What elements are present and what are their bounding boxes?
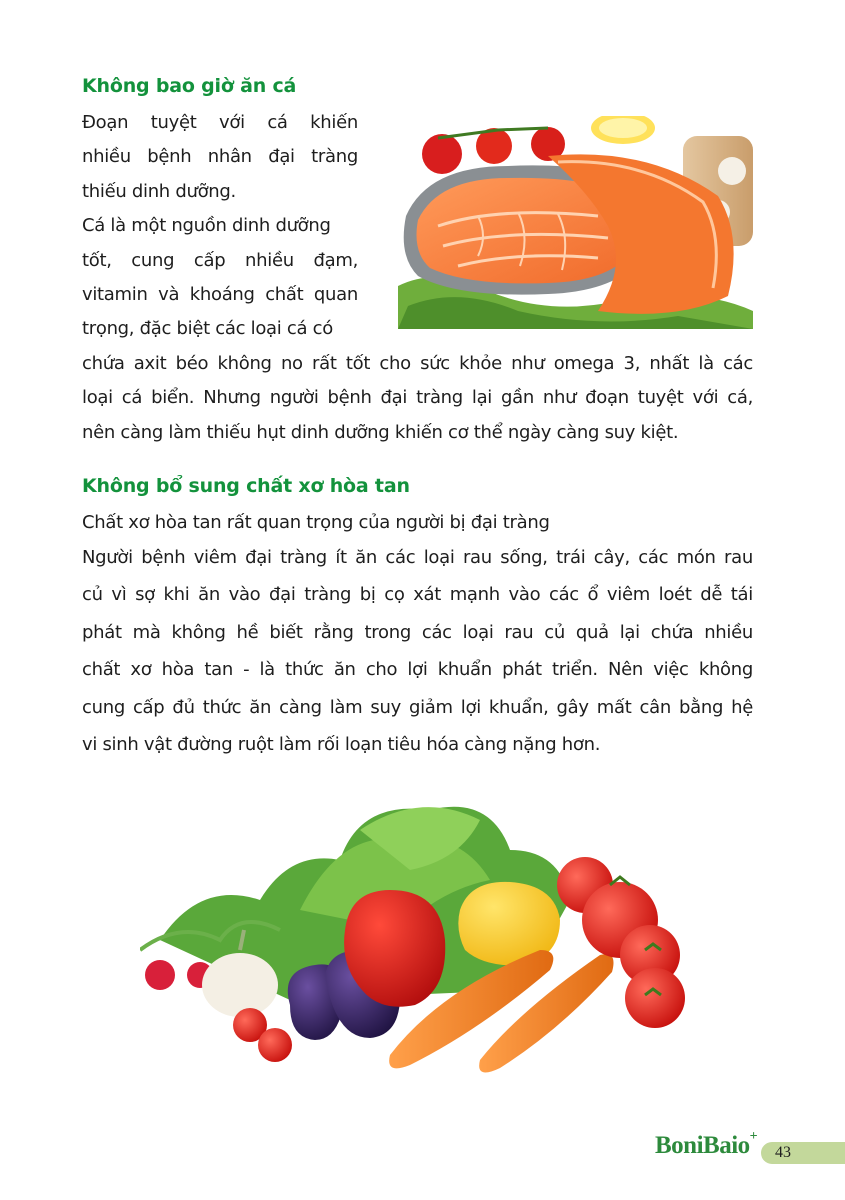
text-line: tốt, cung cấp nhiều đạm, [82,250,358,271]
brand-name: BoniBaio [655,1132,750,1159]
text-line: trọng, đặc biệt các loại cá có [82,318,333,339]
text-line: củ vì sợ khi ăn vào đại tràng bị cọ xát mạnh vào các ổ viêm loét dễ tái [82,584,753,605]
brand-logo [655,1128,758,1160]
text-line: vi sinh vật đường ruột làm rối loạn tiêu hóa càng nặng hơn. [82,734,601,755]
salmon-steak-image [398,116,753,329]
vegetables-image [140,790,700,1080]
text-line: Người bệnh viêm đại tràng ít ăn các loại rau sống, trái cây, các món rau [82,547,753,568]
text-line: vitamin và khoáng chất quan [82,284,358,305]
text-line: thiếu dinh dưỡng. [82,181,236,202]
text-line: Chất xơ hòa tan rất quan trọng của người bị đại tràng [82,512,550,533]
text-line: loại cá biển. Nhưng người bệnh đại tràng lại gần như đoạn tuyệt với cá, [82,387,753,408]
brand-plus: + [749,1128,758,1144]
text-line: nên càng làm thiếu hụt dinh dưỡng khiến cơ thể ngày càng suy kiệt. [82,422,679,443]
section-heading-fish: Không bao giờ ăn cá [82,75,297,97]
page-number-bar [761,1142,845,1164]
text-line: nhiều bệnh nhân đại tràng [82,146,358,167]
page-number: 43 [775,1144,791,1161]
text-line: phát mà không hề biết rằng trong các loại rau củ quả lại chứa nhiều [82,622,753,643]
page-footer [655,1128,845,1168]
text-line: chứa axit béo không no rất tốt cho sức khỏe như omega 3, nhất là các [82,353,753,374]
text-line: cung cấp đủ thức ăn càng làm suy giảm lợi khuẩn, gây mất cân bằng hệ [82,697,753,718]
text-line: Cá là một nguồn dinh dưỡng [82,215,331,236]
text-line: Đoạn tuyệt với cá khiến [82,112,358,133]
text-line: chất xơ hòa tan - là thức ăn cho lợi khuẩn phát triển. Nên việc không [82,659,753,680]
section-heading-fiber: Không bổ sung chất xơ hòa tan [82,475,410,497]
